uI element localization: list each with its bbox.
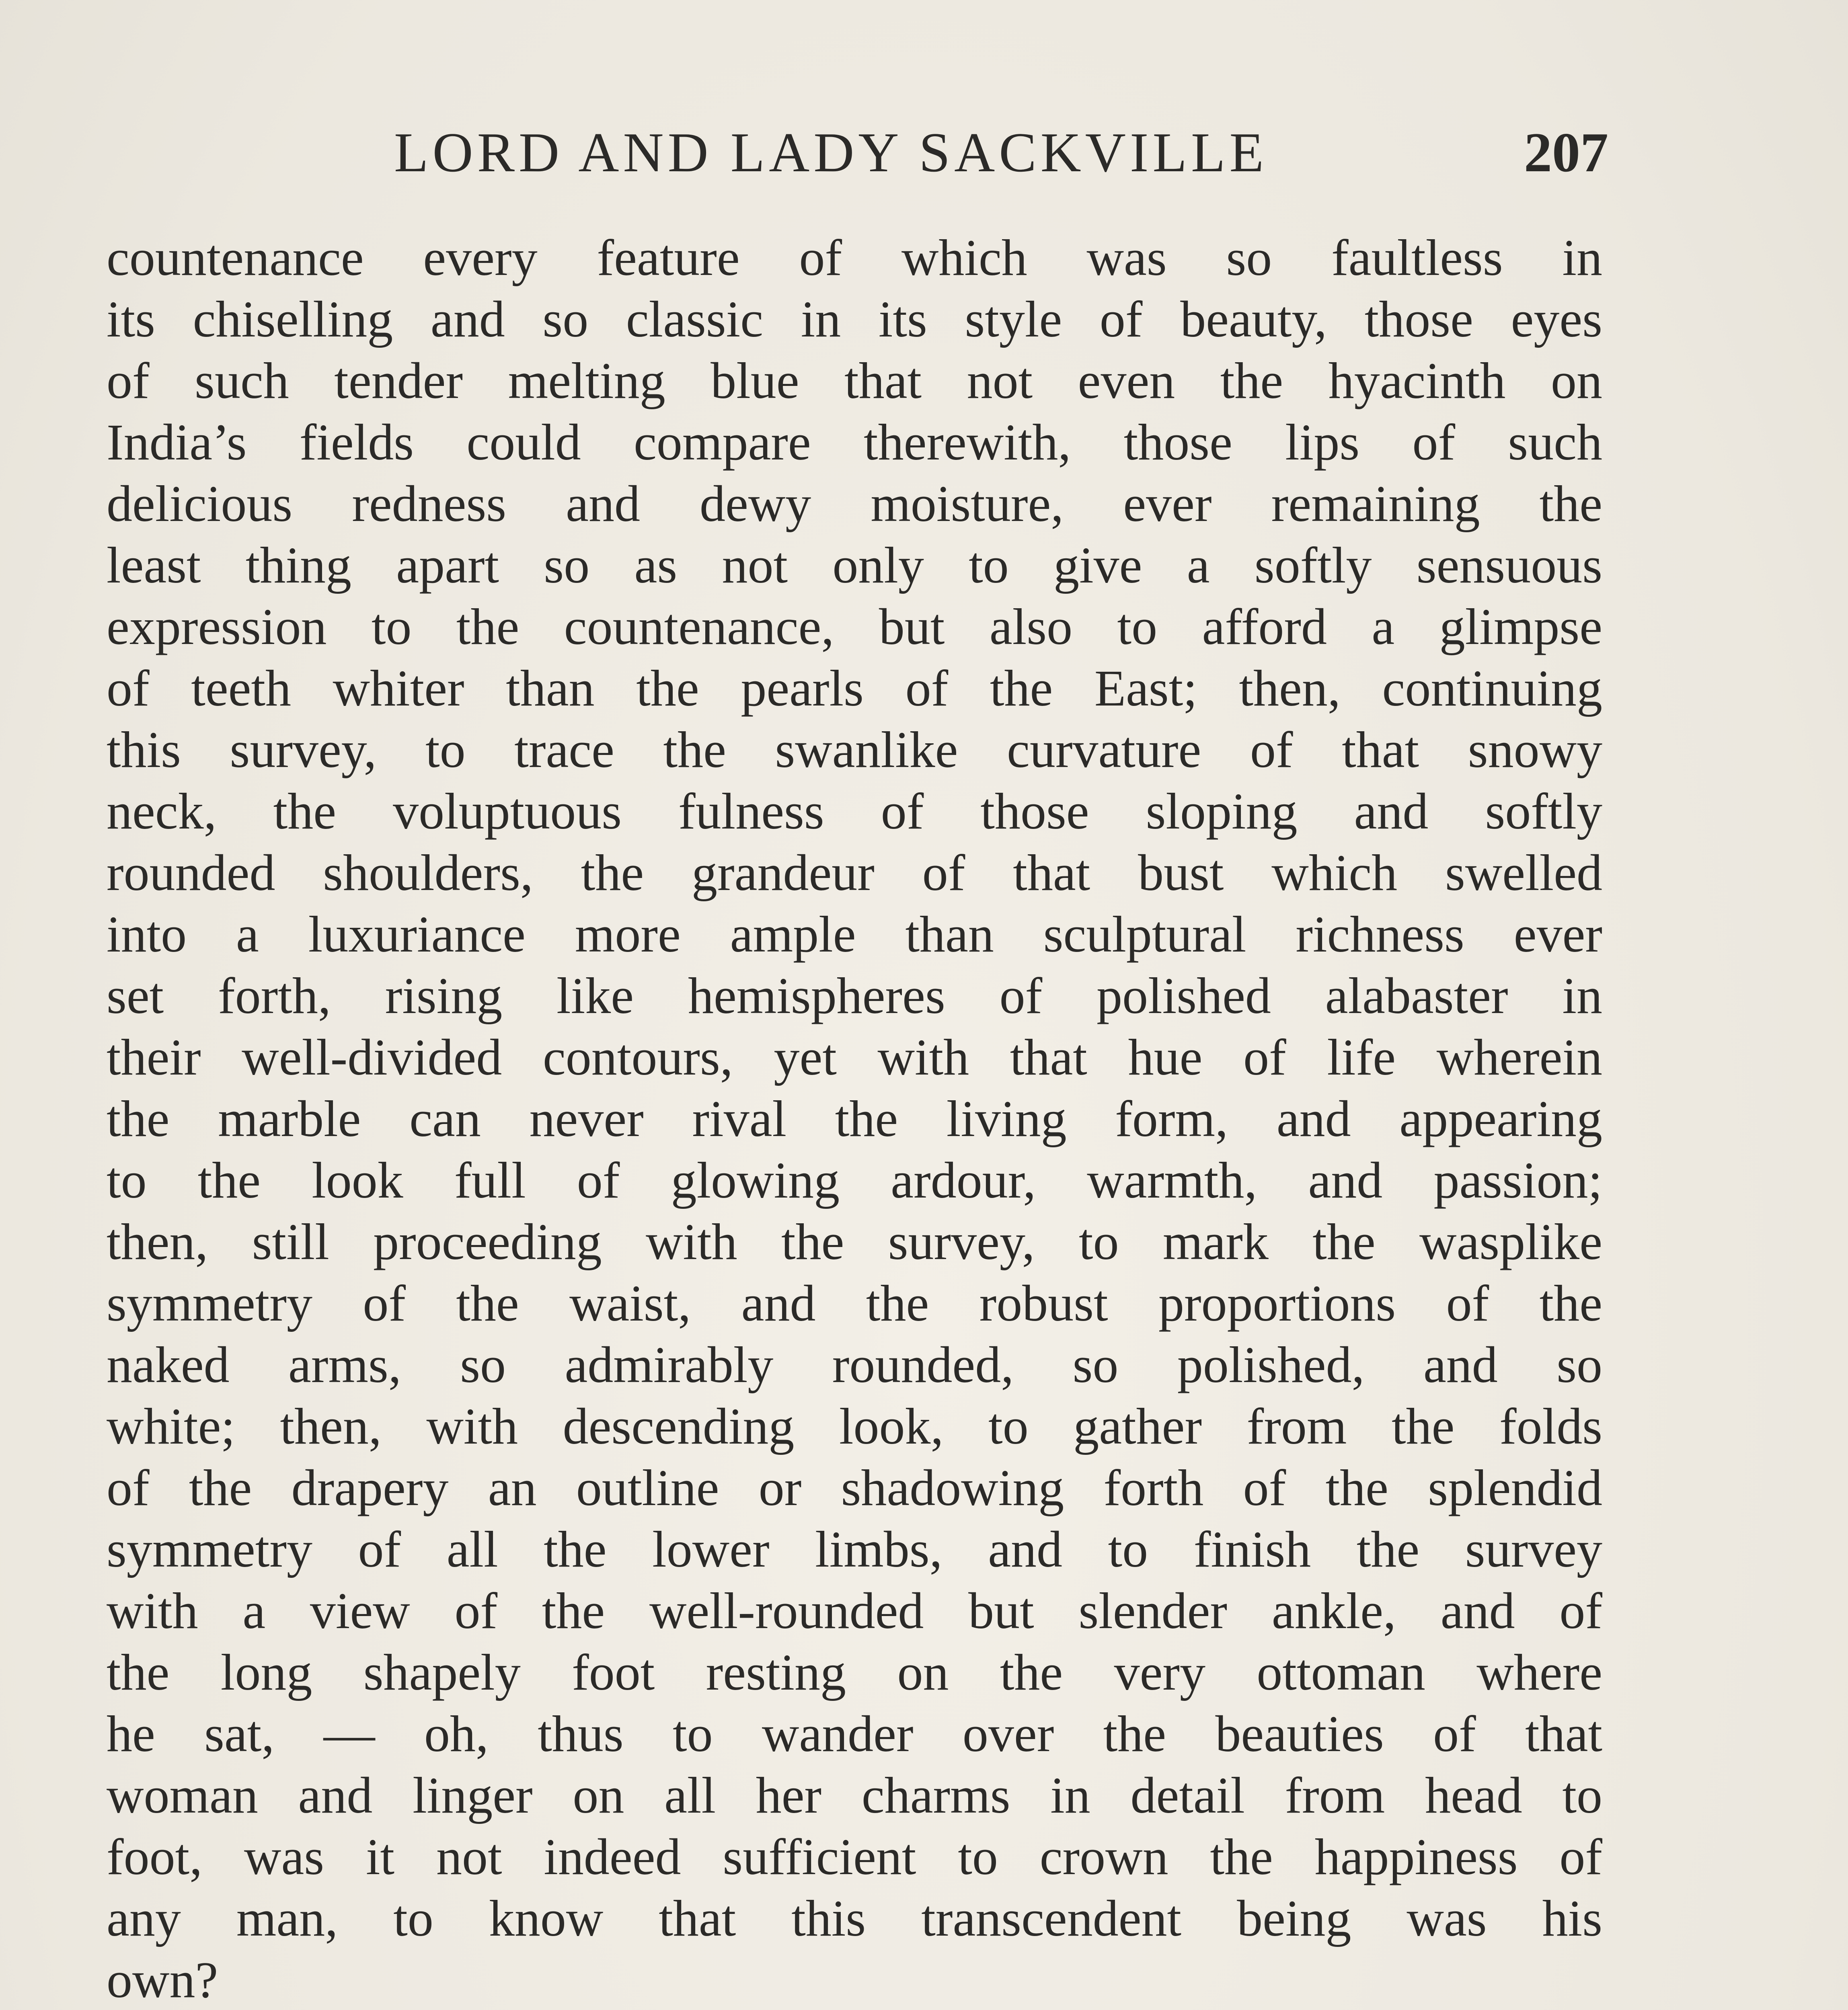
- text-line: the marble can never rival the living form, and appearing: [107, 1090, 1602, 1147]
- text-line: set forth, rising like hemispheres of polished alabaster in: [107, 967, 1602, 1024]
- text-line: delicious redness and dewy moisture, ever remaining the: [107, 475, 1602, 532]
- text-line: he sat, — oh, thus to wander over the beauties of that: [107, 1705, 1602, 1762]
- text-line: into a luxuriance more ample than sculptural richness ever: [107, 906, 1602, 963]
- text-line: to the look full of glowing ardour, warmth, and passion;: [107, 1152, 1602, 1209]
- text-line: rounded shoulders, the grandeur of that bust which swelled: [107, 844, 1602, 901]
- text-line: naked arms, so admirably rounded, so polished, and so: [107, 1336, 1602, 1393]
- text-line: the long shapely foot resting on the very ottoman where: [107, 1644, 1602, 1701]
- text-line: of the drapery an outline or shadowing forth of the splendid: [107, 1459, 1602, 1516]
- text-line: white; then, with descending look, to gather from the folds: [107, 1398, 1602, 1455]
- text-line: this survey, to trace the swanlike curvature of that snowy: [107, 721, 1602, 778]
- text-line: its chiselling and so classic in its style of beauty, those eyes: [107, 291, 1602, 348]
- page-number: 207: [1524, 121, 1608, 184]
- text-line: neck, the voluptuous fulness of those sloping and softly: [107, 783, 1602, 840]
- text-line: countenance every feature of which was so faultless in: [107, 229, 1602, 286]
- text-line: India’s fields could compare therewith, those lips of such: [107, 414, 1602, 471]
- text-line: any man, to know that this transcendent being was his: [107, 1890, 1602, 1947]
- text-line: their well-divided contours, yet with that hue of life wherein: [107, 1029, 1602, 1086]
- text-line: foot, was it not indeed sufficient to crown the happiness of: [107, 1828, 1602, 1885]
- text-line: woman and linger on all her charms in detail from head to: [107, 1767, 1602, 1824]
- text-line: of teeth whiter than the pearls of the East; then, continuing: [107, 660, 1602, 717]
- text-line: symmetry of the waist, and the robust proportions of the: [107, 1275, 1602, 1332]
- text-line: symmetry of all the lower limbs, and to finish the survey: [107, 1521, 1602, 1578]
- running-head: LORD AND LADY SACKVILLE: [394, 121, 1268, 184]
- text-line: own?: [107, 1951, 218, 2008]
- text-line: then, still proceeding with the survey, to mark the wasplike: [107, 1213, 1602, 1270]
- text-line: least thing apart so as not only to give a softly sensuous: [107, 537, 1602, 594]
- page-header: [105, 117, 1608, 189]
- text-line: of such tender melting blue that not even the hyacinth on: [107, 352, 1602, 409]
- text-line: with a view of the well-rounded but slender ankle, and of: [107, 1582, 1602, 1639]
- body-text: [107, 227, 1602, 2010]
- text-line: expression to the countenance, but also to afford a glimpse: [107, 598, 1602, 655]
